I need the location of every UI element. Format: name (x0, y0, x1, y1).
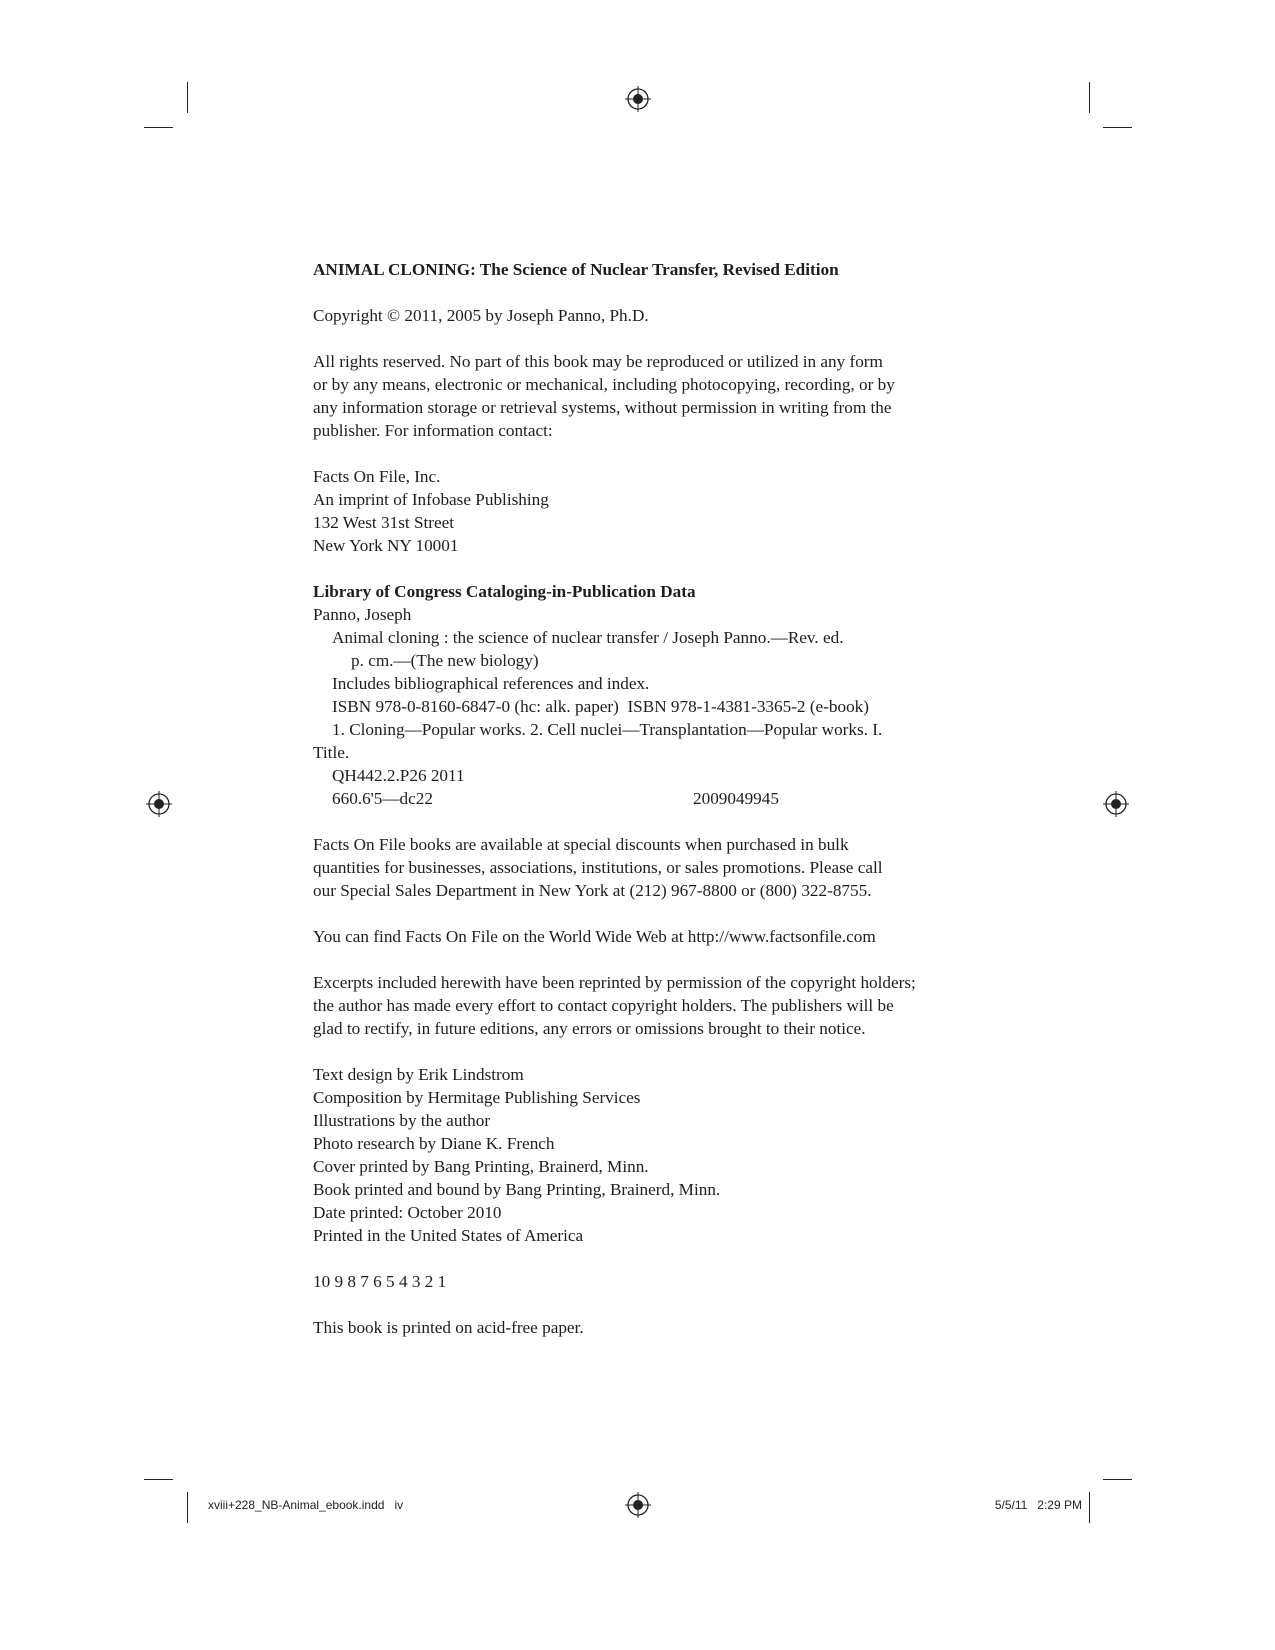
sales-line: our Special Sales Department in New York at (212) 967-8800 or (800) 322-8755. (313, 881, 872, 900)
cip-notes: Includes bibliographical references and index. (332, 674, 650, 693)
copyright-line: Copyright © 2011, 2005 by Joseph Panno, Ph.D. (313, 306, 649, 325)
cip-author: Panno, Joseph (313, 605, 412, 624)
cip-lccn: 2009049945 (693, 789, 779, 808)
excerpts-line: the author has made every effort to contact copyright holders. The publishers will be (313, 996, 894, 1015)
rights-line: or by any means, electronic or mechanical, including photocopying, recording, or by (313, 375, 895, 394)
credit-line: Printed in the United States of America (313, 1226, 584, 1245)
credit-line: Book printed and bound by Bang Printing, Brainerd, Minn. (313, 1180, 721, 1199)
cip-subjects: 1. Cloning—Popular works. 2. Cell nuclei—Transplantation—Popular works. I. (332, 720, 883, 739)
cip-lc-class: QH442.2.P26 2011 (332, 766, 465, 785)
cip-series: p. cm.—(The new biology) (351, 651, 539, 670)
slug-datetime: 5/5/11 2:29 PM (994, 1498, 1082, 1512)
registration-mark-icon (146, 791, 172, 817)
sales-line: quantities for businesses, associations, institutions, or sales promotions. Please call (313, 858, 883, 877)
crop-mark-bottom-left-vertical (187, 1492, 188, 1523)
slug-file-info: xviii+228_NB-Animal_ebook.indd iv (208, 1498, 404, 1512)
credit-line: Cover printed by Bang Printing, Brainerd, Minn. (313, 1157, 649, 1176)
publisher-address (313, 465, 993, 557)
crop-mark-bottom-right-vertical (1089, 1492, 1090, 1523)
crop-mark-top-right-horizontal (1103, 127, 1132, 128)
publisher-line: Facts On File, Inc. (313, 467, 441, 486)
copyright-notice (313, 304, 993, 327)
cip-classification-row (313, 787, 993, 810)
registration-mark-icon (1103, 791, 1129, 817)
excerpts-line: Excerpts included herewith have been reprinted by permission of the copyright holders; (313, 973, 916, 992)
credit-line: Composition by Hermitage Publishing Services (313, 1088, 641, 1107)
rights-line: publisher. For information contact: (313, 421, 553, 440)
credit-line: Text design by Erik Lindstrom (313, 1065, 524, 1084)
credit-line: Date printed: October 2010 (313, 1203, 502, 1222)
production-credits (313, 1063, 993, 1247)
book-title (313, 258, 993, 281)
special-sales (313, 833, 993, 902)
crop-mark-bottom-right-horizontal (1103, 1479, 1132, 1480)
web-notice (313, 925, 993, 948)
crop-mark-top-left-vertical (187, 82, 188, 113)
printing-numbers: 10 9 8 7 6 5 4 3 2 1 (313, 1272, 447, 1291)
publisher-line: 132 West 31st Street (313, 513, 455, 532)
rights-line: All rights reserved. No part of this book may be reproduced or utilized in any form (313, 352, 883, 371)
cip-title: Animal cloning : the science of nuclear transfer / Joseph Panno.—Rev. ed. (332, 628, 844, 647)
paper-note (313, 1316, 993, 1339)
excerpts-notice (313, 971, 993, 1040)
cip-isbn: ISBN 978-0-8160-6847-0 (hc: alk. paper) ISBN 978-1-4381-3365-2 (e-book) (332, 697, 870, 716)
cip-heading: Library of Congress Cataloging-in-Publication Data (313, 582, 696, 601)
crop-mark-top-left-horizontal (144, 127, 173, 128)
rights-statement (313, 350, 993, 442)
web-line: You can find Facts On File on the World Wide Web at http://www.factsonfile.com (313, 927, 876, 946)
printing-line (313, 1270, 993, 1293)
publisher-line: An imprint of Infobase Publishing (313, 490, 549, 509)
crop-mark-bottom-left-horizontal (144, 1479, 173, 1480)
credit-line: Illustrations by the author (313, 1111, 491, 1130)
registration-mark-icon (625, 1492, 651, 1518)
crop-mark-top-right-vertical (1089, 82, 1090, 113)
cip-subjects-continued: Title. (313, 743, 350, 762)
cip-dewey: 660.6'5—dc22 (332, 789, 433, 808)
rights-line: any information storage or retrieval systems, without permission in writing from the (313, 398, 892, 417)
copyright-page (313, 258, 993, 1362)
registration-mark-icon (625, 86, 651, 112)
cip-data (313, 580, 993, 810)
sales-line: Facts On File books are available at special discounts when purchased in bulk (313, 835, 849, 854)
publisher-line: New York NY 10001 (313, 536, 459, 555)
book-title-text: ANIMAL CLONING: The Science of Nuclear Transfer, Revised Edition (313, 260, 839, 279)
credit-line: Photo research by Diane K. French (313, 1134, 555, 1153)
paper-note-text: This book is printed on acid-free paper. (313, 1318, 584, 1337)
excerpts-line: glad to rectify, in future editions, any errors or omissions brought to their notice. (313, 1019, 866, 1038)
